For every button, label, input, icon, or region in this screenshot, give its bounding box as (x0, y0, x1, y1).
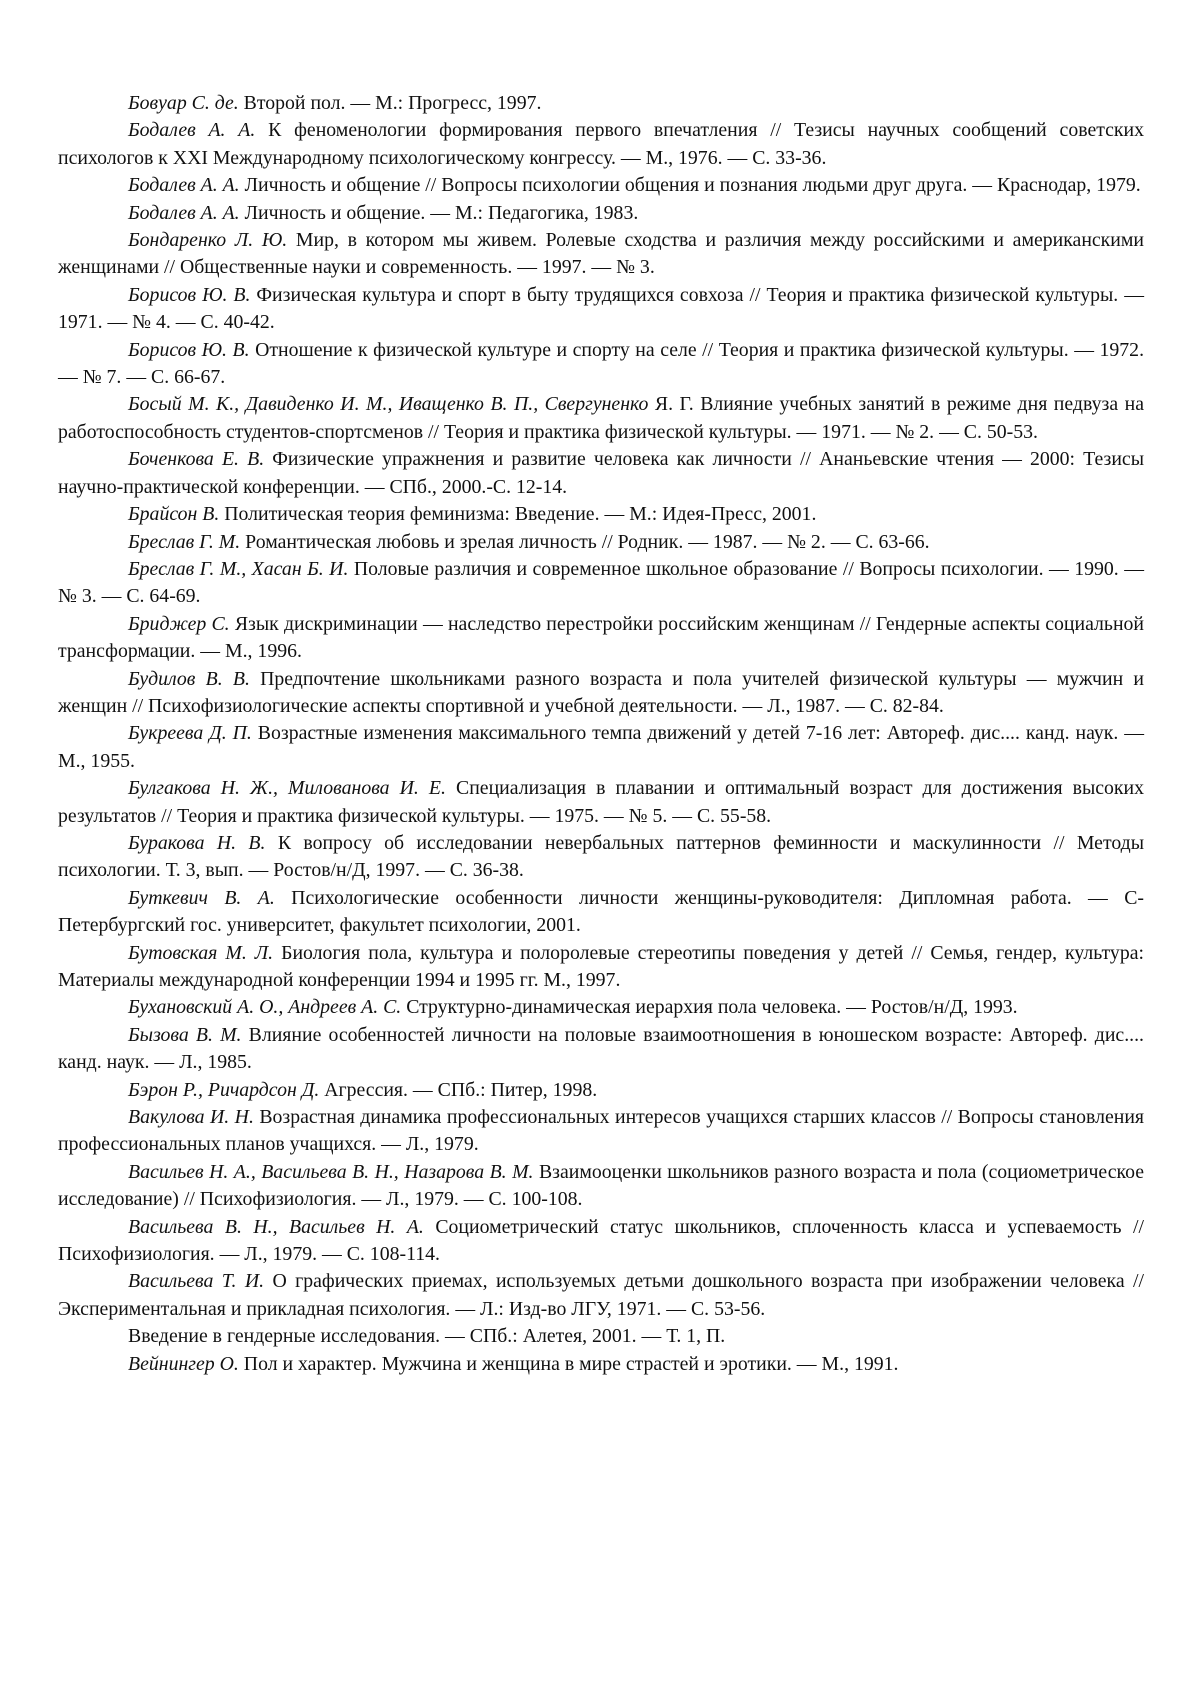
reference-entry (58, 200, 1144, 227)
reference-author: Буракова Н. В. (128, 831, 266, 854)
reference-text: Язык дискриминации — наследство перестройки российским женщинам // Гендерные аспекты социальной трансформации. — М., 1996. (58, 612, 1145, 663)
reference-entry (58, 611, 1144, 666)
reference-text: Агрессия. — СПб.: Питер, 1998. (319, 1078, 598, 1101)
reference-text: Биология пола, культура и полоролевые стереотипы поведения у детей // Семья, гендер, культура: Материалы международной конференции 1994 и 1995 гг. М., 1997. (58, 941, 1144, 991)
reference-author: Вакулова И. Н. (128, 1106, 254, 1129)
reference-author: Вейнингер О. (128, 1352, 239, 1375)
reference-entry (58, 1159, 1144, 1214)
reference-text: Физическая культура и спорт в быту трудящихся совхоза // Теория и практика физической культуры. — 1971. — № 4. — С. 40-42. (58, 283, 1144, 334)
reference-entry (58, 885, 1144, 940)
reference-author: Босый М. К., Давиденко И. М., Иващенко В. П., Свергуненко (128, 393, 649, 416)
reference-author: Бриджер С. (128, 612, 230, 635)
reference-entry (58, 529, 1144, 556)
reference-entry (58, 391, 1144, 446)
reference-author: Бодалев А. А. (128, 119, 256, 142)
reference-entry (58, 720, 1144, 775)
reference-text: Социометрический статус школьников, сплоченность класса и успеваемость // Психофизиология. — Л., 1979. — С. 108-114. (58, 1215, 1144, 1266)
reference-text: К феноменологии формирования первого впечатления // Тезисы научных сообщений советских психологов к XXI Международному психологическому конгрессу. — М., 1976. — С. 33-36. (58, 119, 1144, 169)
reference-entry (58, 1214, 1144, 1269)
reference-entry (58, 501, 1144, 528)
reference-entry (58, 282, 1144, 337)
reference-text: Второй пол. — М.: Прогресс, 1997. (238, 92, 542, 114)
reference-author: Борисов Ю. В. (128, 338, 250, 361)
reference-entry (58, 940, 1144, 995)
reference-author: Васильева Т. И. (128, 1270, 265, 1293)
reference-author: Будилов В. В. (128, 667, 250, 690)
reference-text: Возрастные изменения максимального темпа движений у детей 7-16 лет: Автореф. дис.... канд. наук. — М., 1955. (58, 722, 1144, 772)
reference-author: Бовуар С. де. (128, 92, 239, 114)
reference-text: Романтическая любовь и зрелая личность // Родник. — 1987. — № 2. — С. 63-66. (240, 530, 930, 553)
reference-entry (58, 775, 1144, 830)
reference-entry (58, 117, 1144, 172)
reference-author: Бондаренко Л. Ю. (128, 229, 288, 252)
reference-entry (58, 1351, 1144, 1378)
reference-entry (58, 1104, 1144, 1159)
reference-text: Психологические особенности личности женщины-руководителя: Дипломная работа. — С-Петербургский гос. университет, факультет психологии, 2001. (58, 886, 1144, 937)
reference-entry (58, 556, 1144, 611)
reference-author: Букреева Д. П. (128, 722, 252, 745)
reference-author: Брайсон В. (128, 503, 220, 526)
reference-text: Возрастная динамика профессиональных интересов учащихся старших классов // Вопросы становления профессиональных планов учащихся. — Л., 1979. (58, 1106, 1144, 1156)
reference-text: Предпочтение школьниками разного возраста и пола учителей физической культуры — мужчин и женщин // Психофизиологические аспекты спортивной и учебной деятельности. — Л., 1987. — С. 82-84. (58, 667, 1144, 717)
reference-author: Бодалев А. А. (128, 174, 240, 197)
reference-author: Бызова В. М. (128, 1023, 242, 1046)
reference-text: Отношение к физической культуре и спорту на селе // Теория и практика физической культуры. — 1972. — № 7. — С. 66-67. (58, 338, 1145, 389)
reference-author: Бреслав Г. М., Хасан Б. И. (128, 557, 349, 580)
reference-entry (58, 90, 1144, 117)
reference-text: Специализация в плавании и оптимальный возраст для достижения высоких результатов // Теория и практика физической культуры. — 1975. — № 5. — С. 55-58. (58, 777, 1144, 827)
reference-entry (58, 337, 1144, 392)
reference-text: О графических приемах, используемых детьми дошкольного возраста при изображении человека // Экспериментальная и прикладная психология. — Л.: Изд-во ЛГУ, 1971. — С. 53-56. (58, 1270, 1145, 1320)
reference-text: Взаимооценки школьников разного возраста и пола (социометрическое исследование) // Психофизиология. — Л., 1979. — С. 100-108. (58, 1160, 1144, 1211)
reference-entry (58, 172, 1144, 199)
reference-author: Булгакова Н. Ж., Милованова И. Е. (128, 777, 446, 800)
reference-text: Физические упражнения и развитие человека как личности // Ананьевские чтения — 2000: Тезисы научно-практической конференции. — СПб., 2000.-С. 12-14. (58, 448, 1145, 498)
reference-entry (58, 446, 1144, 501)
reference-author: Васильев Н. А., Васильева В. Н., Назарова В. М. (128, 1160, 534, 1183)
reference-text: Пол и характер. Мужчина и женщина в мире страстей и эротики. — М., 1991. (238, 1352, 899, 1375)
reference-entry (58, 1022, 1144, 1077)
reference-entry (58, 227, 1144, 282)
reference-entry (58, 666, 1144, 721)
reference-text: Политическая теория феминизма: Введение. — М.: Идея-Пресс, 2001. (219, 503, 817, 526)
reference-author: Бреслав Г. М. (128, 530, 241, 553)
reference-text: Личность и общение. — М.: Педагогика, 1983. (239, 201, 639, 224)
reference-author: Васильева В. Н., Васильев Н. А. (128, 1215, 424, 1238)
reference-text: Половые различия и современное школьное образование // Вопросы психологии. — 1990. — № 3. — С. 64-69. (58, 557, 1144, 608)
reference-entry (58, 1323, 1144, 1350)
reference-text: Введение в гендерные исследования. — СПб.: Алетея, 2001. — Т. 1, П. (128, 1325, 726, 1348)
reference-text: Влияние особенностей личности на половые взаимоотношения в юношеском возрасте: Автореф. дис.... канд. наук. — Л., 1985. (58, 1023, 1144, 1074)
reference-author: Бодалев А. А. (128, 201, 240, 224)
reference-author: Боченкова Е. В. (128, 448, 265, 471)
reference-text: Мир, в котором мы живем. Ролевые сходства и различия между российскими и американскими женщинами // Общественные науки и современность. — 1997. — № 3. (58, 229, 1144, 279)
reference-entry (58, 994, 1144, 1021)
reference-author: Бутовская М. Л. (128, 941, 274, 964)
reference-author: Борисов Ю. В. (128, 283, 251, 306)
reference-author: Бухановский А. О., Андреев А. С. (128, 996, 402, 1019)
reference-entry (58, 830, 1144, 885)
reference-entry (58, 1268, 1144, 1323)
reference-text: К вопросу об исследовании невербальных паттернов феминности и маскулинности // Методы психологии. Т. 3, вып. — Ростов/н/Д, 1997. — С. 36-38. (58, 831, 1144, 882)
reference-author: Буткевич В. А. (128, 886, 275, 909)
reference-text: Личность и общение // Вопросы психологии общения и познания людьми друг друга. — Краснодар, 1979. (239, 174, 1141, 197)
reference-author: Бэрон Р., Ричардсон Д. (128, 1078, 320, 1101)
reference-text: Структурно-динамическая иерархия пола человека. — Ростов/н/Д, 1993. (401, 996, 1018, 1019)
reference-text: Я. Г. Влияние учебных занятий в режиме дня педвуза на работоспособность студентов-спортсменов // Теория и практика физической культуры. — 1971. — № 2. — С. 50-53. (58, 393, 1144, 443)
bibliography-list (58, 90, 1144, 1378)
reference-entry (58, 1077, 1144, 1104)
